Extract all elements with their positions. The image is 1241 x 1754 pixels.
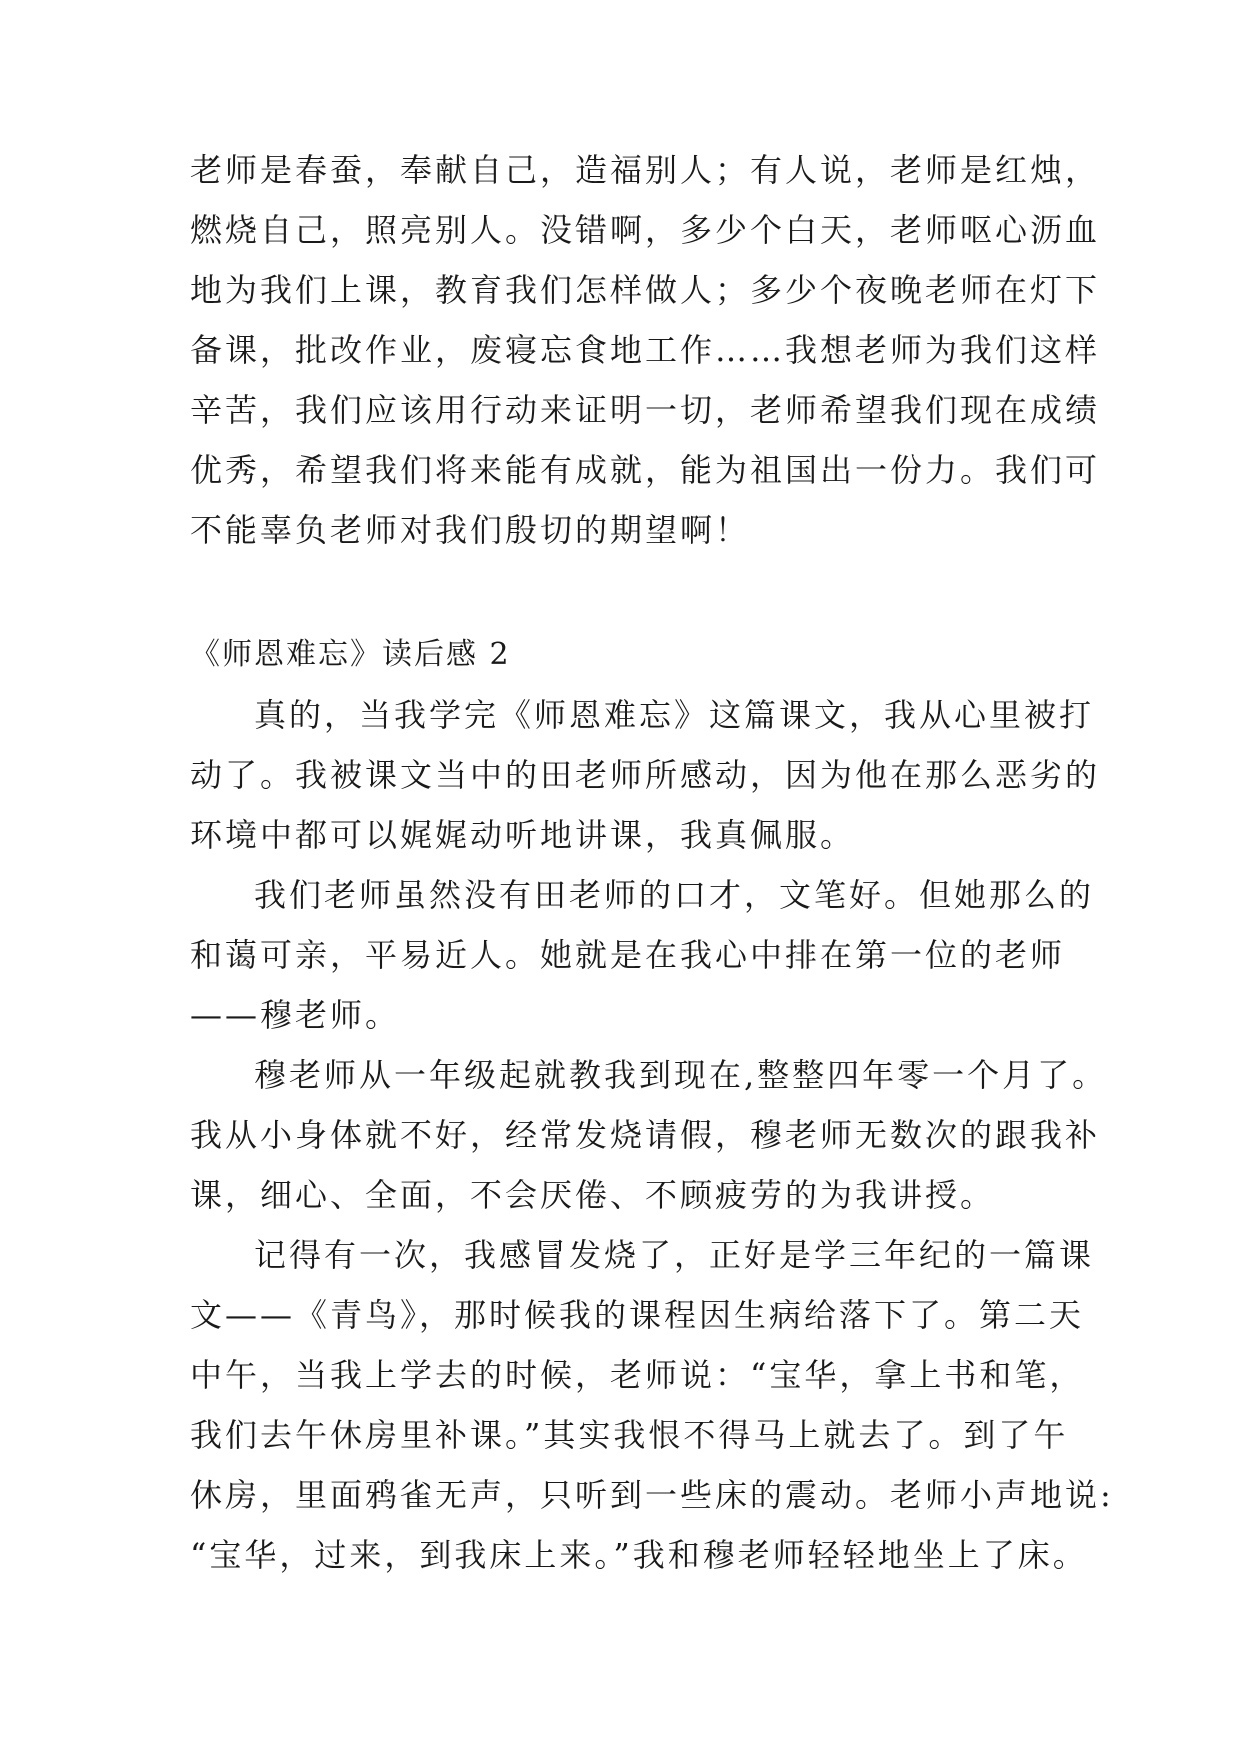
text-line: 老师是春蚕，奉献自己，造福别人；有人说，老师是红烛， [190,151,1101,189]
text-line: 记得有一次，我感冒发烧了，正好是学三年纪的一篇课 [254,1236,1095,1274]
paragraph [190,1225,1114,1585]
section-title: 《师恩难忘》读后感 2 [190,637,511,672]
text-line: 我从小身体就不好，经常发烧请假，穆老师无数次的跟我补 [190,1116,1101,1154]
text-line: 燃烧自己，照亮别人。没错啊，多少个白天，老师呕心沥血 [190,211,1101,249]
text-line: 穆老师从一年级起就教我到现在,整整四年零一个月了。 [254,1056,1108,1094]
text-line: 地为我们上课，教育我们怎样做人；多少个夜晚老师在灯下 [190,271,1101,309]
text-line: 中午，当我上学去的时候，老师说：“宝华，拿上书和笔， [190,1356,1085,1394]
text-line: 动了。我被课文当中的田老师所感动，因为他在那么恶劣的 [190,756,1101,794]
text-line: 文——《青鸟》，那时候我的课程因生病给落下了。第二天 [190,1296,1085,1334]
text-line: 我们老师虽然没有田老师的口才，文笔好。但她那么的 [254,876,1095,914]
text-line: 备课，批改作业，废寝忘食地工作……我想老师为我们这样 [190,331,1101,369]
text-line: 不能辜负老师对我们殷切的期望啊！ [190,511,751,549]
text-line: 环境中都可以娓娓动听地讲课，我真佩服。 [190,816,856,854]
text-line: ——穆老师。 [190,996,401,1034]
text-line: 课，细心、全面，不会厌倦、不顾疲劳的为我讲授。 [190,1176,996,1214]
paragraph [190,1045,1108,1225]
paragraph [190,865,1095,1045]
essay-two [190,625,1114,1585]
text-line: 辛苦，我们应该用行动来证明一切，老师希望我们现在成绩 [190,391,1101,429]
paragraph [190,685,1101,865]
text-line: 和蔼可亲，平易近人。她就是在我心中排在第一位的老师 [190,936,1066,974]
text-line: 休房，里面鸦雀无声，只听到一些床的震动。老师小声地说: [190,1476,1114,1514]
text-line: “宝华，过来，到我床上来。”我和穆老师轻轻地坐上了床。 [190,1536,1088,1574]
essay-continuation [190,140,1101,560]
text-line: 优秀，希望我们将来能有成就，能为祖国出一份力。我们可 [190,451,1101,489]
text-line: 真的，当我学完《师恩难忘》这篇课文，我从心里被打 [254,696,1095,734]
text-line: 我们去午休房里补课。”其实我恨不得马上就去了。到了午 [190,1416,1069,1454]
